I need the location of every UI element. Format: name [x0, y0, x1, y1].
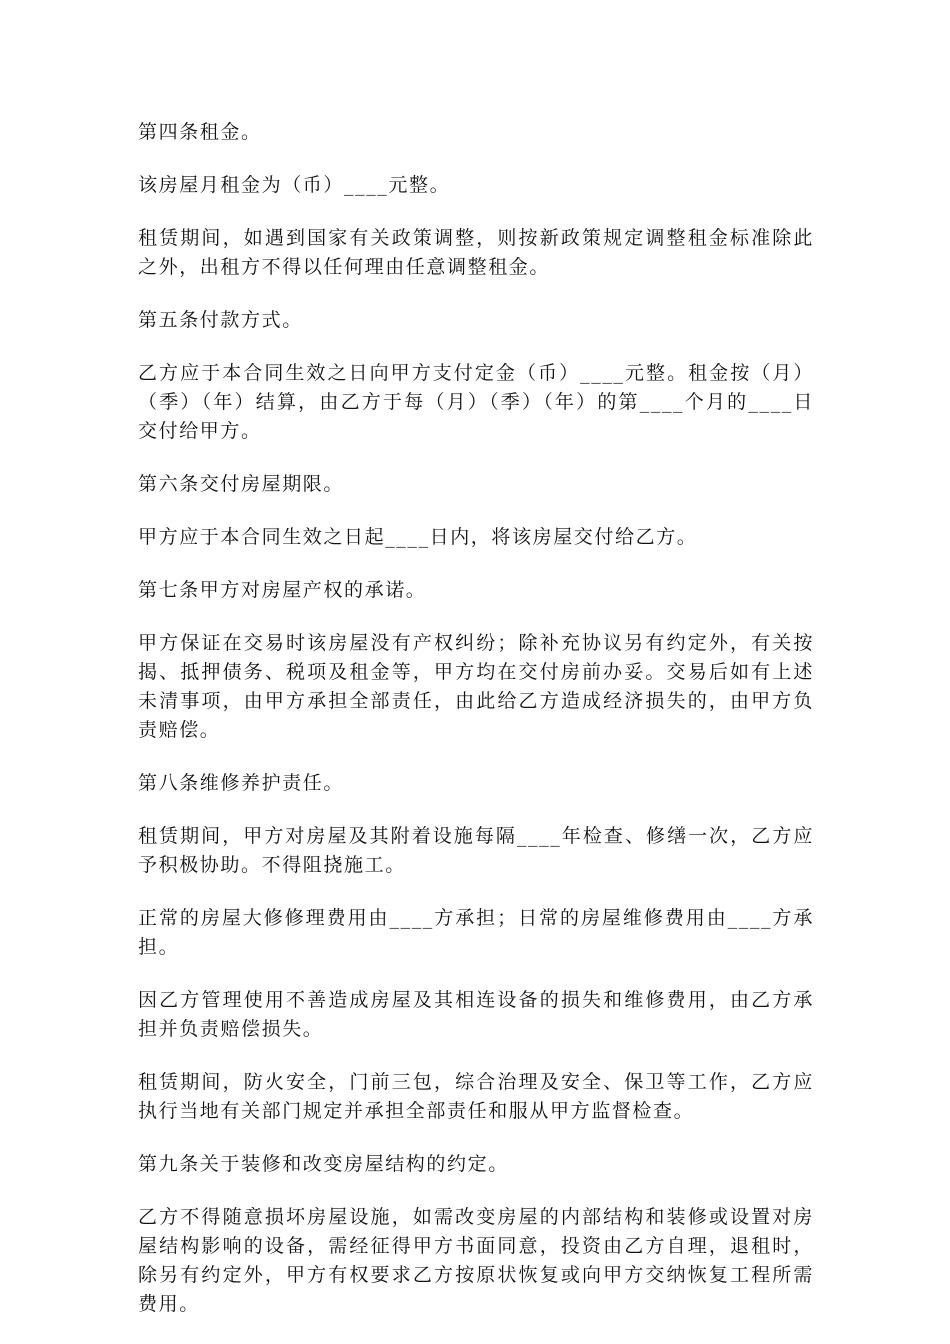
article-7-heading: 第七条甲方对房屋产权的承诺。 [138, 579, 427, 601]
rent-adjustment-paragraph: 租赁期间，如遇到国家有关政策调整，则按新政策规定调整租金标准除此之外，出租方不得以任何理由任意调整租金。 [138, 227, 814, 278]
article-8-heading: 第八条维修养护责任。 [138, 772, 345, 794]
safety-duties-paragraph: 租赁期间，防火安全，门前三包，综合治理及安全、保卫等工作，乙方应执行当地有关部门规定并承担全部责任和服从甲方监督检查。 [138, 1071, 814, 1122]
article-6-heading: 第六条交付房屋期限。 [138, 473, 345, 495]
delivery-deadline-paragraph: 甲方应于本合同生效之日起____日内，将该房屋交付给乙方。 [138, 526, 698, 548]
article-5-heading: 第五条付款方式。 [138, 309, 303, 331]
monthly-rent-paragraph: 该房屋月租金为（币）____元整。 [138, 174, 451, 196]
damage-liability-paragraph: 因乙方管理使用不善造成房屋及其相连设备的损失和维修费用，由乙方承担并负责赔偿损失。 [138, 989, 814, 1040]
article-9-heading: 第九条关于装修和改变房屋结构的约定。 [138, 1153, 509, 1175]
payment-method-paragraph: 乙方应于本合同生效之日向甲方支付定金（币）____元整。租金按（月）（季）（年）结算，由乙方于每（月）（季）（年）的第____个月的____日交付给甲方。 [138, 362, 814, 442]
inspection-paragraph: 租赁期间，甲方对房屋及其附着设施每隔____年检查、修缮一次，乙方应予积极协助。不得阻挠施工。 [138, 825, 814, 876]
renovation-paragraph: 乙方不得随意损坏房屋设施，如需改变房屋的内部结构和装修或设置对房屋结构影响的设备，需经征得甲方书面同意，投资由乙方自理，退租时，除另有约定外，甲方有权要求乙方按原状恢复或向甲方交纳恢复工程所需费用。 [138, 1206, 814, 1315]
property-rights-paragraph: 甲方保证在交易时该房屋没有产权纠纷；除补充协议另有约定外，有关按揭、抵押债务、税项及租金等，甲方均在交付房前办妥。交易后如有上述未清事项，由甲方承担全部责任，由此给乙方造成经济损失的，由甲方负责赔偿。 [138, 632, 814, 741]
repair-cost-paragraph: 正常的房屋大修修理费用由____方承担；日常的房屋维修费用由____方承担。 [138, 907, 814, 958]
document-body [138, 118, 814, 1343]
article-4-heading: 第四条租金。 [138, 121, 262, 143]
